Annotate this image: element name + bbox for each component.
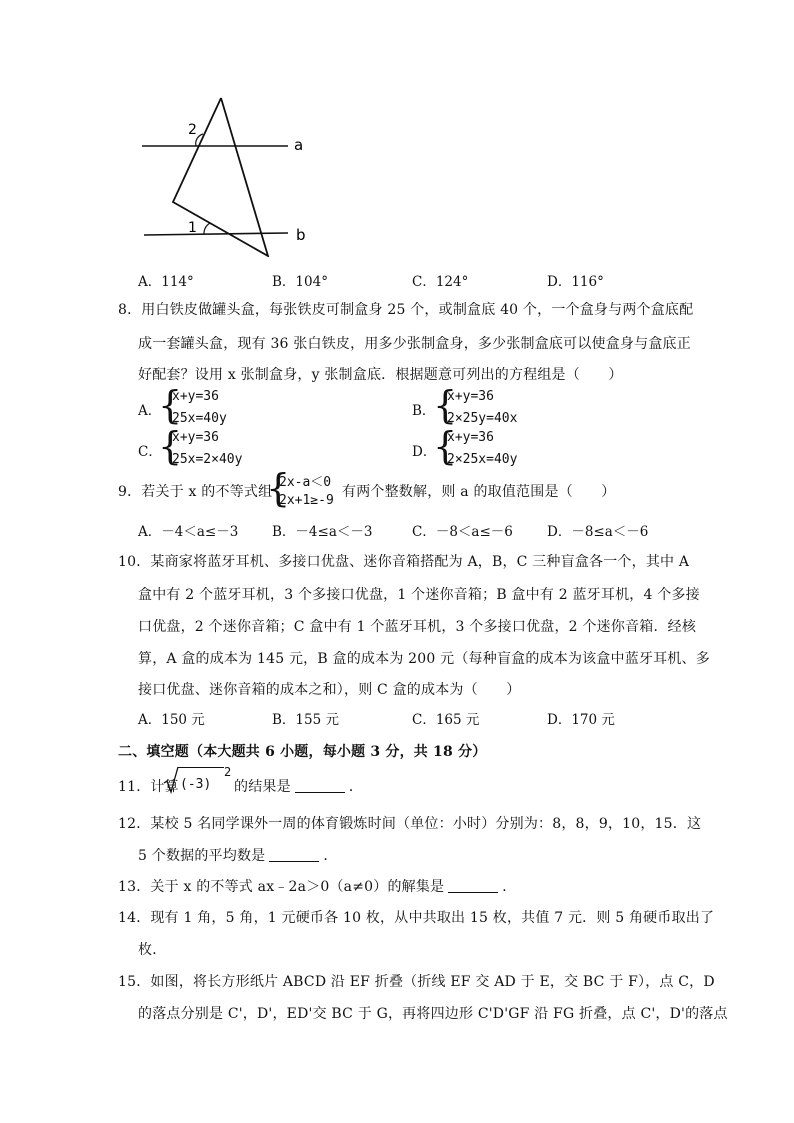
q9-option-a: A．－4＜a≤－3 [138,524,239,540]
q8-option-b-brace: { [433,383,458,427]
q12-line-2: 5 个数据的平均数是 ． [138,848,338,864]
q11-sqrt-sign [163,766,179,794]
q12-answer-blank[interactable] [269,847,319,862]
q11-exponent: 2 [224,765,232,779]
q8-option-c-eq2: 25x=2×40y [172,452,243,467]
q10-line-4: 算，A 盒的成本为 145 元，B 盒的成本为 200 元（每种盲盒的成本为该盒中蓝牙耳机、多 [138,651,710,667]
line-b [144,233,288,235]
line-b-label: b [296,226,306,244]
q11-prefix: 11．计算 [118,779,179,795]
q9-option-b: B．－4≤a＜－3 [272,524,373,540]
q10-line-3: 口优盘，2 个迷你音箱；C 盒中有 1 个蓝牙耳机，3 个多接口优盘，2 个迷你音箱．经核 [138,619,697,635]
q7-option-b: B．104° [272,274,328,290]
angle-1-arc [204,223,210,234]
q9-option-d: D．－8≤a＜－6 [547,524,649,540]
q10-option-d: D．170 元 [547,712,615,728]
q8-option-d-label: D． [412,444,437,460]
q11-suffix: 的结果是 ． [234,779,364,795]
q8-option-a-label: A． [138,403,162,419]
q8-option-a-brace: { [158,383,183,427]
q11-suffix-text: 的结果是 [234,779,291,795]
q11-sqrt-bar [178,767,224,768]
angle-2-label: 2 [188,122,197,138]
q8-option-c-eq1: x+y=36 [172,430,219,445]
q8-line-1: 8．用白铁皮做罐头盒，每张铁皮可制盒身 25 个，或制盒底 40 个，一个盒身与两个盒底配 [118,302,694,318]
q8-option-d-brace: { [433,424,458,468]
q8-option-d-eq2: 2×25x=40y [447,452,518,467]
q15-line-1: 15．如图，将长方形纸片 ABCD 沿 EF 折叠（折线 EF 交 AD 于 E，交 BC 于 F），点 C，D [118,974,715,990]
q10-option-a: A．150 元 [138,712,205,728]
q11-radicand: (-3) [180,777,212,792]
q9-prefix: 9．若关于 x 的不等式组 [118,484,273,500]
q8-option-c-label: C． [138,444,162,460]
q9-suffix: 有两个整数解，则 a 的取值范围是（ ） [342,484,616,500]
q15-line-2: 的落点分别是 C'，D'，ED'交 BC 于 G，再将四边形 C'D'GF 沿 FG 折叠，点 C'，D'的落点 [138,1006,728,1022]
q10-line-2: 盒中有 2 个蓝牙耳机，3 个多接口优盘，1 个迷你音箱；B 盒中有 2 蓝牙耳机，4 个多接 [138,587,700,603]
q9-option-c: C．－8＜a≤－6 [412,524,513,540]
q12-line-1: 12．某校 5 名同学课外一周的体育锻炼时间（单位：小时）分别为：8，8，9，10，15．这 [118,816,702,832]
q13-answer-blank[interactable] [448,878,498,893]
q8-line-2: 成一套罐头盒，现有 36 张白铁皮，用多少张制盒身，多少张制盒底可以使盒身与盒底正 [138,336,691,352]
q7-option-c: C．124° [412,274,469,290]
q7-option-a: A．114° [138,274,194,290]
q7-option-d: D．116° [547,274,604,290]
q8-option-b-eq1: x+y=36 [447,389,494,404]
q13-line: 13．关于 x 的不等式 ax﹣2a＞0（a≠0）的解集是 ． [118,879,517,895]
q8-line-3: 好配套？设用 x 张制盒身，y 张制盒底．根据题意可列出的方程组是（ ） [138,367,623,383]
q10-option-c: C．165 元 [412,712,480,728]
q14-line-1: 14．现有 1 角，5 角，1 元硬币各 10 枚，从中共取出 15 枚，共值 7 元．则 5 角硬币取出了 [118,910,715,926]
q9-eq1: 2x-a＜0 [279,475,332,490]
q13-text: 13．关于 x 的不等式 ax﹣2a＞0（a≠0）的解集是 [118,879,445,895]
q9-brace: { [266,466,291,510]
q9-eq2: 2x+1≥-9 [279,493,334,508]
q8-option-b-eq2: 2×25y=40x [447,411,518,426]
angle-1-label: 1 [188,220,197,236]
q8-option-a-eq1: x+y=36 [172,389,219,404]
q8-option-b-label: B． [412,403,436,419]
section-2-title: 二、填空题（本大题共 6 小题，每小题 3 分，共 18 分） [118,744,487,760]
q8-option-d-eq1: x+y=36 [447,430,494,445]
q14-line-2: 枚． [138,942,167,958]
q8-option-c-brace: { [158,424,183,468]
q10-line-1: 10．某商家将蓝牙耳机、多接口优盘、迷你音箱搭配为 A，B，C 三种盲盒各一个，其中 A [118,554,690,570]
line-a-label: a [294,136,304,154]
q12-line-2-text: 5 个数据的平均数是 [138,848,266,864]
q10-option-b: B．155 元 [272,712,339,728]
q8-option-a-eq2: 25x=40y [172,411,227,426]
q11-answer-blank[interactable] [295,778,345,793]
q7-figure [130,92,330,257]
q10-line-5: 接口优盘、迷你音箱的成本之和），则 C 盒的成本为（ ） [138,682,521,698]
